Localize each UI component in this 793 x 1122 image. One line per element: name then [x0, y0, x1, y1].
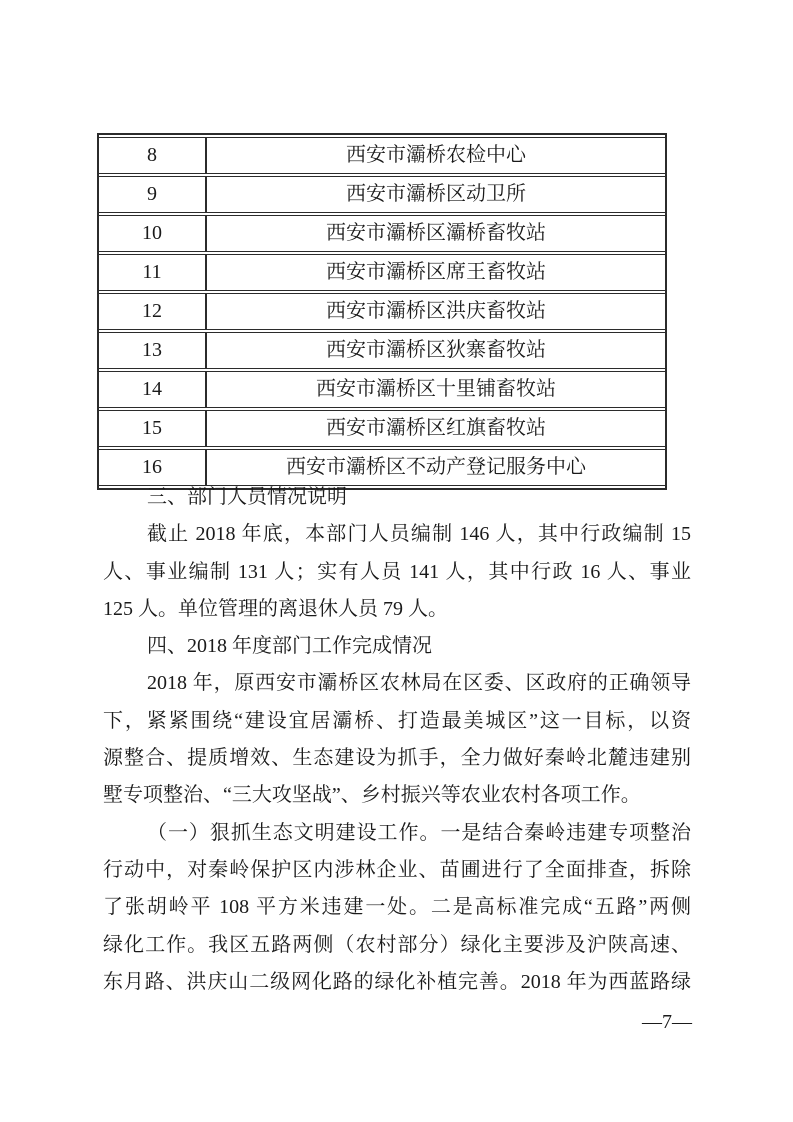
table-row	[99, 410, 665, 447]
unit-name-cell: 西安市灞桥区不动产登记服务中心	[207, 449, 665, 486]
row-number-cell: 9	[99, 176, 207, 213]
unit-name-cell: 西安市灞桥农检中心	[207, 137, 665, 174]
para-line: 人、事业编制 131 人；实有人员 141 人，其中行政 16 人、事业	[103, 560, 691, 583]
para-line: 绿化工作。我区五路两侧（农村部分）绿化主要涉及沪陕高速、	[103, 933, 691, 956]
table-row	[99, 293, 665, 330]
para-line: 墅专项整治、“三大攻坚战”、乡村振兴等农业农村各项工作。	[103, 784, 641, 807]
section-3-heading: 三、部门人员情况说明	[147, 486, 347, 508]
para-line: 2018 年，原西安市灞桥区农林局在区委、区政府的正确领导	[147, 672, 691, 695]
unit-name-cell: 西安市灞桥区席王畜牧站	[207, 254, 665, 291]
table-row	[99, 215, 665, 252]
unit-name-cell: 西安市灞桥区十里铺畜牧站	[207, 371, 665, 408]
page-number: —7—	[642, 1011, 692, 1033]
row-number-cell: 12	[99, 293, 207, 330]
unit-name-cell: 西安市灞桥区狄寨畜牧站	[207, 332, 665, 369]
para-line: 下，紧紧围绕“建设宜居灞桥、打造最美城区”这一目标，以资	[103, 709, 691, 732]
body-text	[103, 479, 691, 1001]
table-row	[99, 371, 665, 408]
row-number-cell: 15	[99, 410, 207, 447]
row-number-cell: 8	[99, 137, 207, 174]
table-row	[99, 176, 665, 213]
para-line: 行动中，对秦岭保护区内涉林企业、苗圃进行了全面排查，拆除	[103, 858, 691, 881]
row-number-cell: 11	[99, 254, 207, 291]
para-line: 125 人。单位管理的离退休人员 79 人。	[103, 597, 448, 620]
table-row	[99, 137, 665, 174]
row-number-cell: 13	[99, 332, 207, 369]
unit-name-cell: 西安市灞桥区动卫所	[207, 176, 665, 213]
para-line: 东月路、洪庆山二级网化路的绿化补植完善。2018 年为西蓝路绿	[103, 970, 691, 993]
unit-name-cell: 西安市灞桥区灞桥畜牧站	[207, 215, 665, 252]
department-unit-table	[97, 133, 667, 490]
table-row	[99, 254, 665, 291]
unit-name-cell: 西安市灞桥区洪庆畜牧站	[207, 293, 665, 330]
row-number-cell: 14	[99, 371, 207, 408]
table-row	[99, 332, 665, 369]
para-line: （一）狠抓生态文明建设工作。一是结合秦岭违建专项整治	[147, 821, 691, 844]
para-line: 源整合、提质增效、生态建设为抓手，全力做好秦岭北麓违建别	[103, 747, 691, 770]
row-number-cell: 10	[99, 215, 207, 252]
row-number-cell: 16	[99, 449, 207, 486]
para-line: 截止 2018 年底，本部门人员编制 146 人，其中行政编制 15	[147, 523, 691, 546]
para-line: 了张胡岭平 108 平方米违建一处。二是高标准完成“五路”两侧	[103, 896, 691, 919]
section-4-heading: 四、2018 年度部门工作完成情况	[147, 635, 432, 658]
unit-name-cell: 西安市灞桥区红旗畜牧站	[207, 410, 665, 447]
